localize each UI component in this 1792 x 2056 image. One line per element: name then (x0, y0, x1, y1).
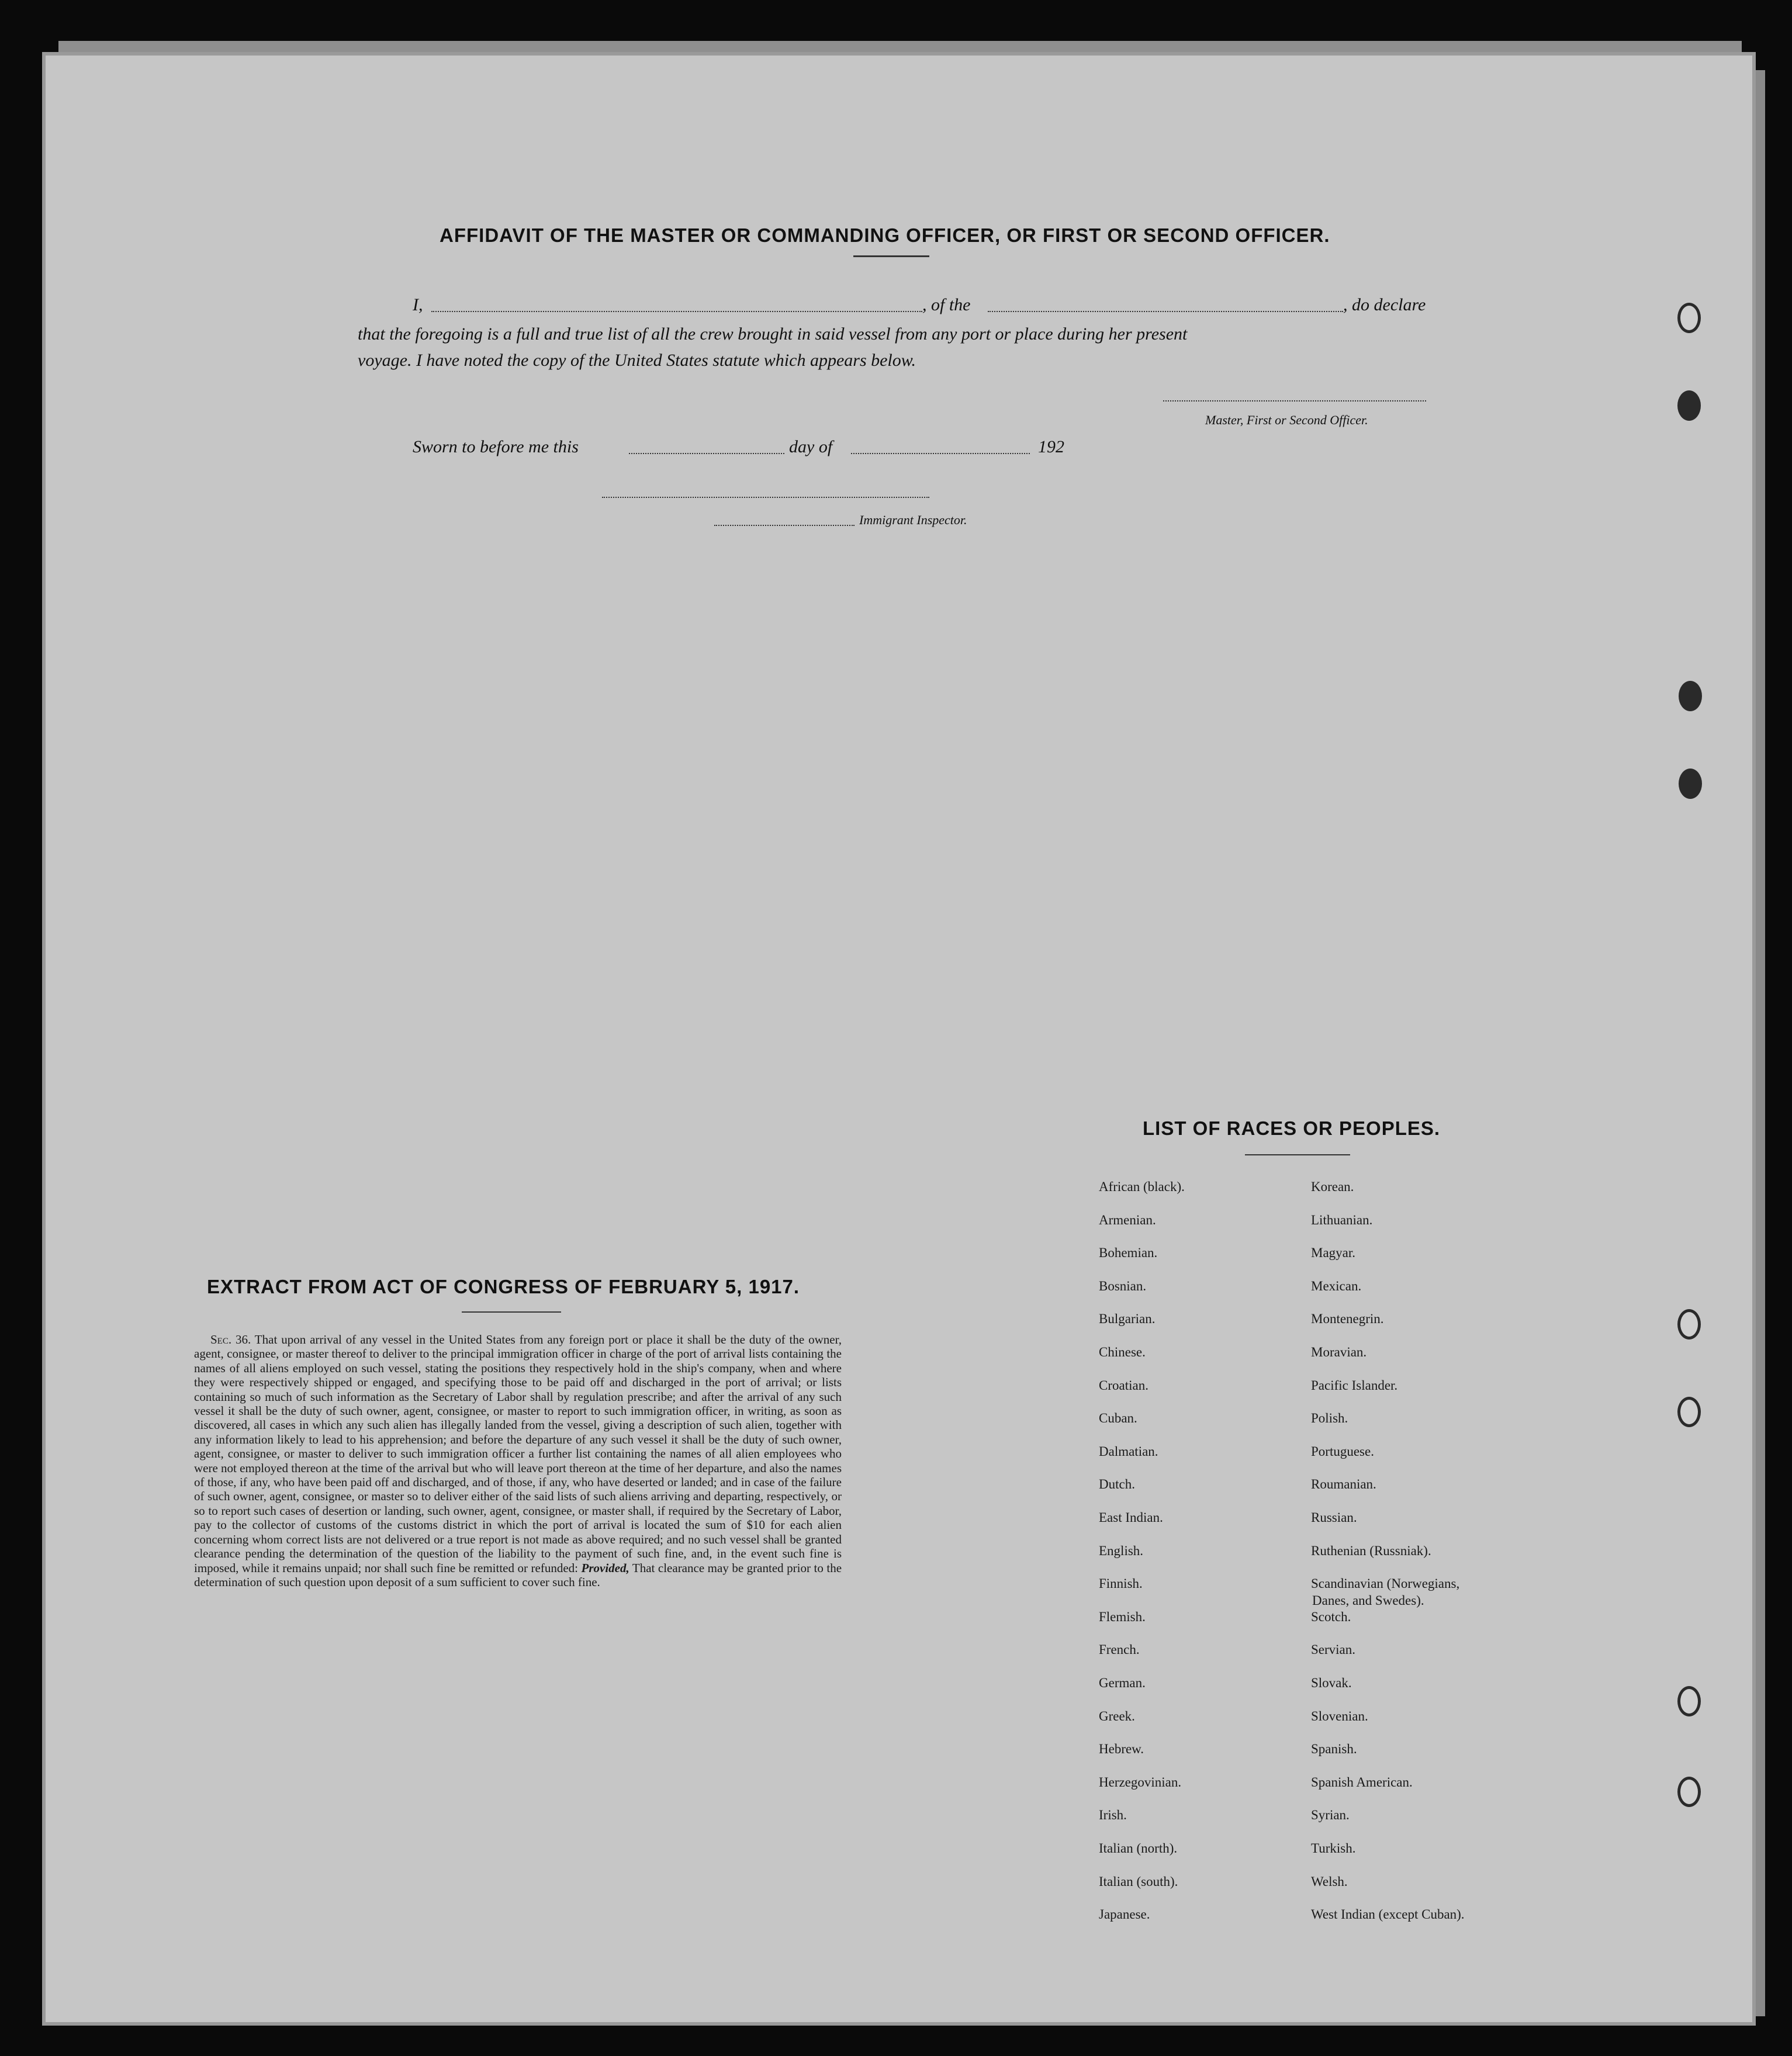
sworn-label: Sworn to before me this (413, 437, 579, 456)
affidavit-i-label: I, (413, 295, 423, 314)
race-item: Herzegovinian. (1099, 1774, 1182, 1790)
race-item: Cuban. (1099, 1411, 1137, 1426)
race-item: English. (1099, 1543, 1144, 1558)
race-item: Ruthenian (Russniak). (1311, 1543, 1431, 1558)
race-item: Turkish. (1311, 1841, 1356, 1856)
races-title: LIST OF RACES OR PEOPLES. (1143, 1117, 1441, 1139)
race-item: Scandinavian (Norwegians, (1311, 1576, 1460, 1591)
race-item: Syrian. (1311, 1808, 1350, 1823)
race-item: Bohemian. (1099, 1245, 1158, 1261)
extract-body (194, 1332, 842, 1589)
punch-hole (1677, 303, 1701, 333)
punch-hole (1677, 390, 1701, 421)
day-of-label: day of (789, 437, 833, 456)
race-item: Scotch. (1311, 1609, 1351, 1624)
extract-underline (462, 1311, 561, 1313)
race-item: Korean. (1311, 1179, 1354, 1194)
name-blank[interactable] (431, 311, 922, 312)
punch-hole (1679, 769, 1702, 799)
race-item: Moravian. (1311, 1345, 1367, 1359)
punch-hole (1677, 1777, 1701, 1807)
race-item: Bosnian. (1099, 1278, 1147, 1293)
section-text: That upon arrival of any vessel in the United States from any foreign port or place it shall be the duty of the owner, agent, consignee, or master thereof to deliver to the principal immigration officer in charge of the port of arrival lists containing the names of all aliens employed on such vessel, stating the positions they respectively hold in the ship's company, when and where they were respectively shipped or engaged, and specifying those to be paid off and discharged in the port of arrival; or lists containing so much of such information as the Secretary of Labor shall by regulation prescribe; and after the arrival of any such vessel it shall be the duty of such owner, agent, consignee, or master to report to such immigration officer, in writing, as soon as discovered, all cases in which any such alien has illegally landed from the vessel, giving a description of such alien, together with any information likely to lead to his apprehension; and before the departure of any such vessel it shall be the duty of such owner, agent, consignee, or master to deliver to such immigration officer a further list containing the names of all alien employees who were not employed thereon at the time of the arrival but who will leave port thereon at the time of her departure, and also the names of those, if any, who have been paid off and discharged, and of those, if any, who have deserted or landed; and in case of the failure of such owner, agent, consignee, or master so to deliver either of the said lists of such aliens arriving and departing, respectively, or so to report such cases of desertion or landing, such owner, agent, consignee, or master shall, if required by the Secretary of Labor, pay to the collector of customs of the customs district in which the port of arrival is located the sum of $10 for each alien concerning whom correct lists are not delivered or a true report is not made as above required; and no such vessel shall be granted clearance pending the determination of the question of the liability to the payment of such fine, and, in the event such fine is imposed, while it remains unpaid; nor shall such fine be remitted or refunded: (194, 1332, 842, 1575)
race-item: Bulgarian. (1099, 1311, 1156, 1327)
race-item: Dutch. (1099, 1477, 1135, 1492)
master-signature-label: Master, First or Second Officer. (1205, 413, 1368, 427)
vessel-blank[interactable] (988, 311, 1343, 312)
race-item: Italian (north). (1099, 1841, 1178, 1856)
affidavit-of-the-label: , of the (922, 295, 971, 314)
race-item: Flemish. (1099, 1609, 1146, 1624)
race-item: Pacific Islander. (1311, 1377, 1398, 1393)
race-item: Roumanian. (1311, 1477, 1376, 1492)
race-item: Dalmatian. (1099, 1444, 1158, 1459)
section-text-end: That clearance may be granted prior to the determination of such question upon deposit of a sum sufficient to cover such fine. (194, 1560, 842, 1589)
race-item: Russian. (1311, 1510, 1357, 1525)
race-item: East Indian. (1099, 1510, 1163, 1525)
race-item: Chinese. (1099, 1345, 1146, 1359)
punch-hole (1677, 1686, 1701, 1716)
race-item: Greek. (1099, 1708, 1135, 1723)
inspector-sub-blank (714, 525, 855, 526)
race-item: Polish. (1311, 1411, 1348, 1426)
race-item: Magyar. (1311, 1245, 1356, 1261)
race-item: Italian (south). (1099, 1874, 1178, 1889)
race-item: Finnish. (1099, 1576, 1143, 1591)
title-underline (853, 255, 929, 257)
race-item: Welsh. (1311, 1874, 1348, 1889)
month-blank[interactable] (851, 453, 1030, 454)
affidavit-line3: voyage. I have noted the copy of the United States statute which appears below. (358, 351, 916, 370)
race-item: Armenian. (1099, 1212, 1156, 1227)
affidavit-line2: that the foregoing is a full and true list of all the crew brought in said vessel from any port or place during her present (358, 324, 1188, 344)
race-item: Slovak. (1311, 1676, 1352, 1690)
race-item: Spanish. (1311, 1742, 1357, 1757)
races-underline (1245, 1154, 1350, 1155)
race-item: Irish. (1099, 1808, 1127, 1823)
provided-label: Provided, (581, 1560, 629, 1575)
affidavit-declare-label: , do declare (1343, 295, 1426, 314)
inspector-label: Immigrant Inspector. (859, 513, 967, 527)
race-item: Portuguese. (1311, 1444, 1374, 1459)
race-item: German. (1099, 1676, 1146, 1690)
race-item: Servian. (1311, 1642, 1356, 1657)
punch-hole (1679, 681, 1702, 711)
race-item: Montenegrin. (1311, 1311, 1384, 1327)
extract-title: EXTRACT FROM ACT OF CONGRESS OF FEBRUARY 5, 1917. (207, 1276, 800, 1297)
race-item: Lithuanian. (1311, 1212, 1373, 1227)
day-blank[interactable] (629, 453, 784, 454)
inspector-signature-blank[interactable] (602, 497, 929, 498)
race-item: French. (1099, 1642, 1140, 1657)
punch-hole (1677, 1397, 1701, 1427)
race-item: African (black). (1099, 1179, 1185, 1194)
year-label: 192 (1038, 437, 1064, 456)
race-item: Croatian. (1099, 1377, 1148, 1393)
race-item: West Indian (except Cuban). (1311, 1907, 1465, 1922)
race-item: Hebrew. (1099, 1742, 1144, 1757)
master-signature-blank[interactable] (1163, 400, 1426, 401)
race-item: Spanish American. (1311, 1774, 1413, 1790)
race-item-continuation: Danes, and Swedes). (1312, 1593, 1424, 1608)
section-label: Sec. 36. (210, 1332, 251, 1347)
affidavit-title: AFFIDAVIT OF THE MASTER OR COMMANDING OFFICER, OR FIRST OR SECOND OFFICER. (440, 224, 1330, 246)
race-item: Japanese. (1099, 1907, 1150, 1922)
race-item: Slovenian. (1311, 1708, 1368, 1723)
race-item: Mexican. (1311, 1278, 1362, 1293)
punch-hole (1677, 1309, 1701, 1339)
page-edge-right (1752, 70, 1765, 2016)
